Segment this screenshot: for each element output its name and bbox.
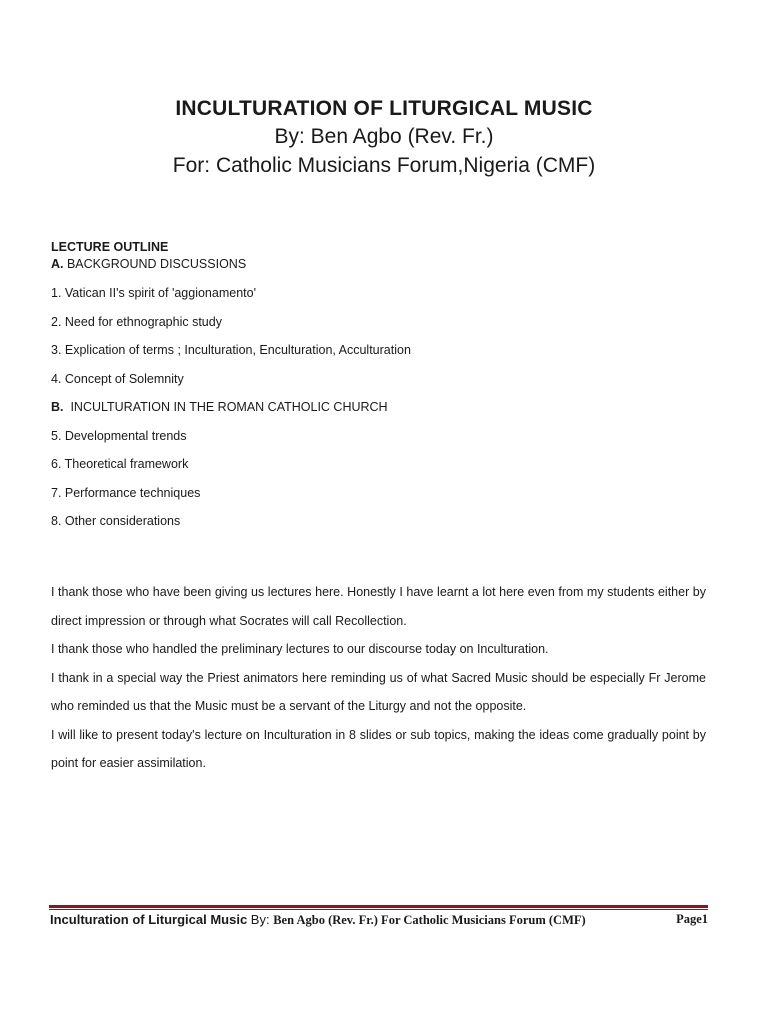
section-a-letter: A. (51, 257, 64, 271)
document-header (0, 96, 768, 180)
author-line: By: Ben Agbo (Rev. Fr.) (274, 125, 494, 148)
page-footer (50, 912, 708, 932)
paragraph: I will like to present today's lecture on Inculturation in 8 slides or sub topics, making the ideas come gradually point by point for easier assimilation. (51, 727, 706, 770)
document-title: INCULTURATION OF LITURGICAL MUSIC (175, 97, 593, 120)
outline-item: 6. Theoretical framework (51, 457, 189, 471)
outline-item: 5. Developmental trends (51, 428, 187, 443)
page-number: Page1 (676, 912, 708, 926)
paragraph: I thank those who have been giving us lectures here. Honestly I have learnt a lot here even from my students either by direct impression or through what Socrates will call Recollection. (51, 585, 706, 628)
outline-item: 7. Performance techniques (51, 485, 201, 500)
section-b-letter: B. (51, 400, 64, 414)
outline-item: 8. Other considerations (51, 514, 181, 528)
section-b-title: INCULTURATION IN THE ROMAN CATHOLIC CHURCH (63, 400, 388, 414)
outline-section-a (51, 256, 711, 285)
outline-item: 3. Explication of terms ; Inculturation, Enculturation, Acculturation (51, 343, 411, 357)
section-a-title: BACKGROUND DISCUSSIONS (63, 257, 247, 271)
outline-item: 1. Vatican II's spirit of 'aggionamento' (51, 286, 256, 300)
footer-rule (49, 905, 708, 908)
outline-item: 2. Need for ethnographic study (51, 314, 222, 329)
body-text (51, 578, 706, 778)
footer-title: Inculturation of Liturgical Music (50, 912, 248, 927)
footer-rule-thin (49, 909, 708, 910)
footer-text (50, 912, 586, 928)
footer-credit: Ben Agbo (Rev. Fr.) For Catholic Musicians Forum (CMF) (273, 913, 586, 927)
footer-by: By: (247, 912, 274, 927)
paragraph: I thank those who handled the preliminary lectures to our discourse today on Inculturation. (51, 642, 549, 656)
audience-line: For: Catholic Musicians Forum,Nigeria (CMF) (172, 154, 596, 177)
outline-heading: LECTURE OUTLINE (51, 240, 169, 254)
paragraph: I thank in a special way the Priest animators here reminding us of what Sacred Music should be especially Fr Jerome who reminded us that the Music must be a servant of the Liturgy and not the opposite. (51, 670, 706, 713)
lecture-outline (51, 239, 711, 542)
outline-section-b (51, 399, 711, 428)
outline-item: 4. Concept of Solemnity (51, 371, 184, 386)
